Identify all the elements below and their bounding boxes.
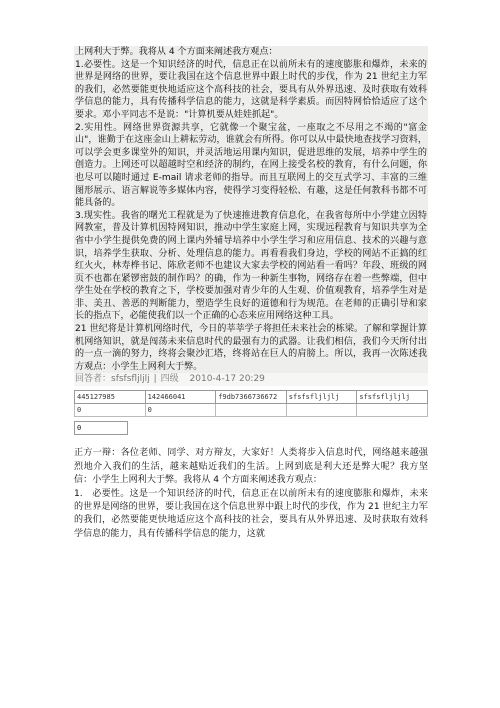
- post-datetime: 2010-4-17 20:29: [189, 374, 265, 385]
- author-name[interactable]: sfsfsfljljlj: [111, 374, 150, 385]
- answer-block: [74, 46, 428, 373]
- table-cell: 445127985: [75, 391, 146, 404]
- table-cell: sfsfsfljljlj: [286, 391, 357, 404]
- separator: |: [153, 374, 157, 385]
- table-cell: 142466041: [145, 391, 216, 404]
- user-level: 四级: [160, 374, 179, 385]
- spacer: [183, 374, 186, 384]
- table-row: [75, 404, 428, 417]
- mini-table: [74, 421, 128, 435]
- reality-paragraph: 3.现实性。我省的曙光工程就是为了快速推进教育信息化，在我省每所中小学建立因特网教室，普及计算机因特网知识，推动中学生家庭上网，实现远程教育与知识共享为全省中小学生提供免费的网上课内外辅导培养中小学生学习和应用信息、技术的兴趣与意识，培养学生获取、分析、处理信息的能力。再看看我们身边，学校的网站不正搞的红红火火，林寿桦书记、陈欣老师不也建议大家去学校的网站看一看吗？年段、班级的网页不也都在紧锣密鼓的制作吗？的确，作为一种新生事物，网络存在着一些弊端，但中学生处在学校的教育之下，学校要加强对青少年的人生观、价值观教育，培养学生对是非、美丑、善恶的判断能力，塑造学生良好的道德和行为规范。在老师的正确引导和家长的指点下，必能使我们以一个正确的心态来应用网络这种工具。: [75, 210, 427, 322]
- table-cell: [216, 404, 287, 417]
- table-cell: f9db7366736672: [216, 391, 287, 404]
- table-cell: [357, 404, 428, 417]
- table-cell: [286, 404, 357, 417]
- conclusion-paragraph: 21 世纪将是计算机网络时代，今日的莘莘学子将担任未来社会的栋梁。了解和掌握计算机网络知识，就是闯荡未来信息时代的最强有力的武器。让我们相信，我们今天所付出的一点一滴的努力，终将会聚沙汇塔，终将站在巨人的肩膀上。所以，我再一次陈述我方观点：小学生上网利大于弊。: [75, 324, 427, 372]
- stats-table: [74, 390, 428, 417]
- answer-footer: [74, 373, 428, 386]
- table-cell: 0: [145, 404, 216, 417]
- second-answer-block: [74, 447, 428, 541]
- table-cell: sfsfsfljljlj: [357, 391, 428, 404]
- table-row: [75, 391, 428, 404]
- necessity-paragraph: 1.必要性。这是一个知识经济的时代，信息正在以前所未有的速度膨胀和爆炸，未来的世界是网络的世界，要让我国在这个信息世界中跟上时代的步伐，作为 21 世纪主力军的我们，必然要能更快地适应这个高科技的社会，要具有从外界迅速、及时获取有效科学信息的能力，具有传播科学信息的能力，这就是科学素质。而因特网恰恰适应了这个要求。邓小平同志不是说："计算机要从娃娃抓起"。: [75, 59, 427, 120]
- intro-paragraph: 上网利大于弊。我将从 4 个方面来阐述我方观点：: [75, 47, 278, 57]
- reply-label: 回答者：: [75, 374, 112, 385]
- document-page: [74, 46, 428, 541]
- debate-necessity-paragraph: 1. 必要性。这是一个知识经济的时代，信息正在以前所未有的速度膨胀和爆炸，未来的世界是网络的世界，要让我国在这个信息世界中跟上时代的步伐，作为 21 世纪主力军的我们，必然要能更快地适应这个高科技的社会，要具有从外界迅速、及时获取有效科学信息的能力，具有传播科学信息的能力，这就: [74, 488, 428, 539]
- debate-intro-paragraph: 正方一辩：各位老师、同学、对方辩友，大家好！人类将步入信息时代，网络越来越强烈地介入我们的生活，越来越贴近我们的生活。上网到底是利大还是弊大呢？我方坚信：小学生上网利大于弊。我将从 4 个方面来阐述我方观点：: [74, 448, 428, 486]
- table-cell: 0: [75, 422, 128, 435]
- table-row: [75, 422, 128, 435]
- practicality-paragraph: 2.实用性。网络世界资源共享，它就像一个聚宝盆，一座取之不尽用之不竭的"富金山"，谁勤于在这座金山上耕耘劳动，谁就会有所得。你可以从中最快地查找学习资料，可以学会更多课堂外的知识，并灵活地运用课内知识，促进思维的发展，培养中学生的创造力。上网还可以超越时空和经济的制约，在网上接受名校的教育，有什么问题，你也尽可以随时通过 E-mail 请求老师的指导。而且互联网上的交互式学习、丰富的三维图形展示、语言解说等多媒体内容，使得学习变得轻松、有趣，这是任何教科书都不可能具备的。: [75, 122, 427, 209]
- table-cell: 0: [75, 404, 146, 417]
